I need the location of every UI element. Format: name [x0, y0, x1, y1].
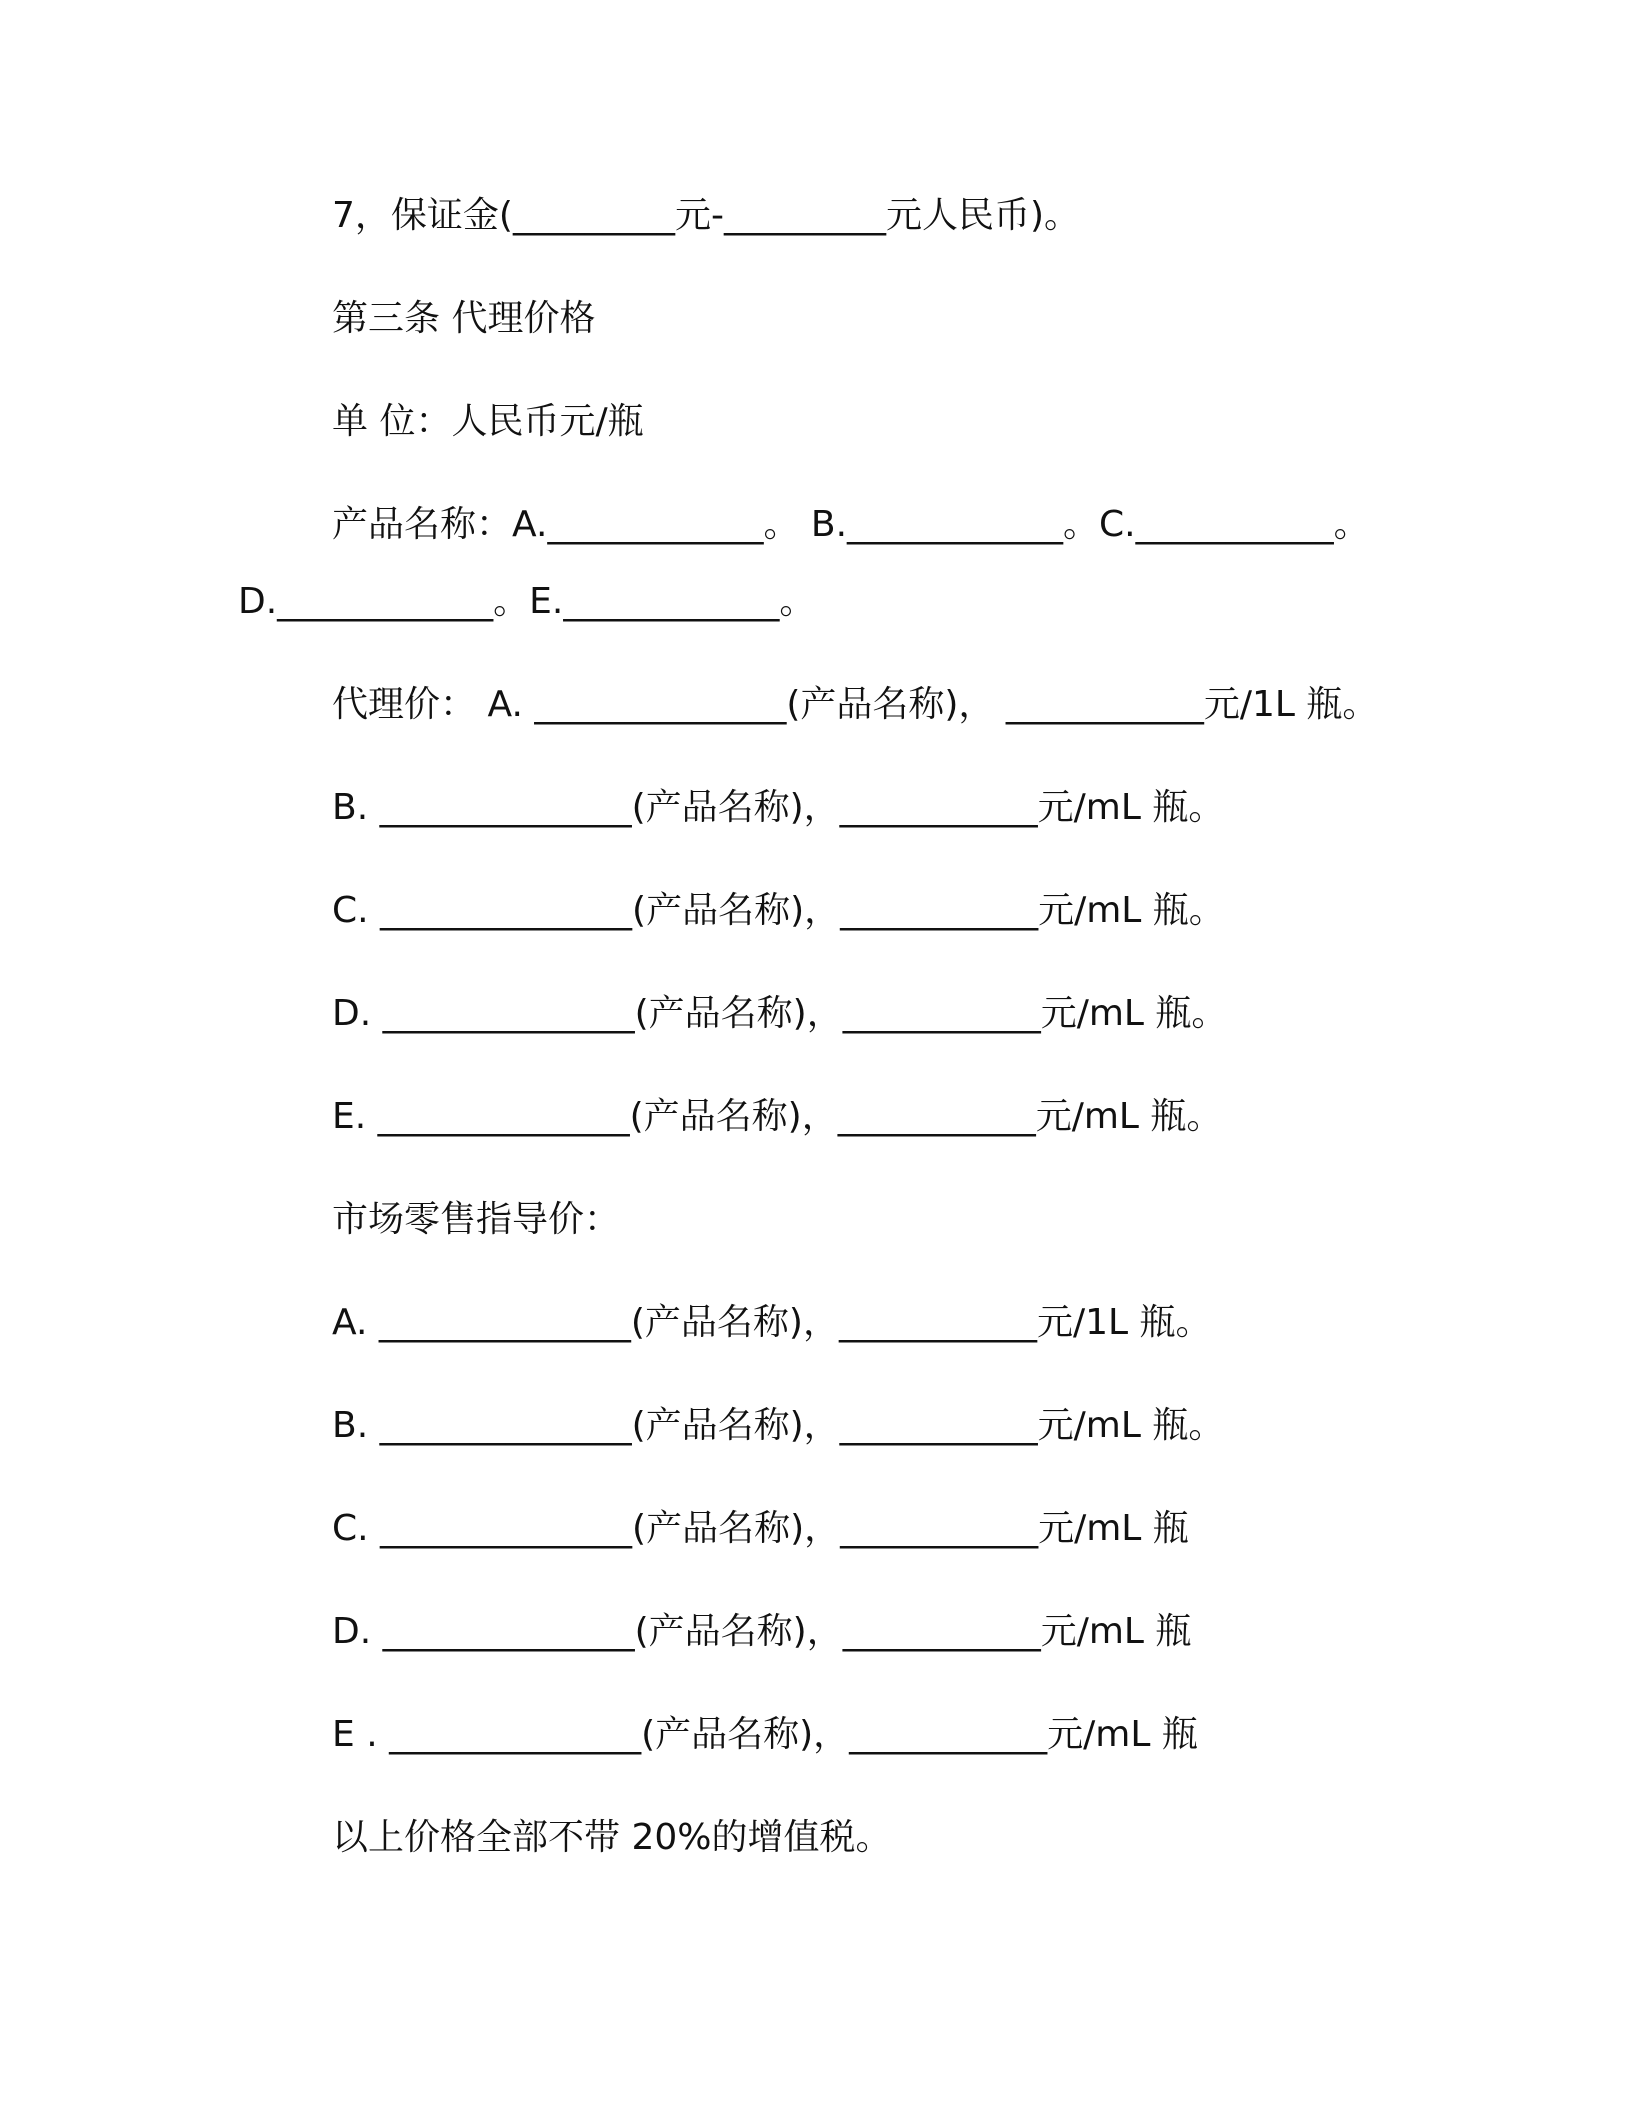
deposit-clause: 7，保证金(_________元-_________元人民币)。 — [332, 195, 1080, 236]
agency-price-line-b: B. ______________(产品名称)，___________元/mL 瓶。 — [332, 787, 1225, 828]
product-names-line-continued: D.____________。E.____________。 — [238, 581, 816, 622]
agency-price-line-a: 代理价： A. ______________(产品名称)， ___________元/1L 瓶。 — [332, 684, 1379, 725]
retail-price-line-e: E . ______________(产品名称)，___________元/mL 瓶 — [332, 1714, 1198, 1755]
tax-note: 以上价格全部不带 20%的增值税。 — [332, 1817, 892, 1858]
product-names-line: 产品名称：A.____________。 B.____________。C.___________。 — [332, 504, 1370, 545]
agency-price-line-c: C. ______________(产品名称)，___________元/mL 瓶。 — [332, 890, 1225, 931]
agency-price-line-e: E. ______________(产品名称)，___________元/mL 瓶。 — [332, 1096, 1223, 1137]
section-heading-agency-price: 第三条 代理价格 — [332, 298, 596, 339]
retail-price-line-a: A. ______________(产品名称)，___________元/1L 瓶。 — [332, 1302, 1212, 1343]
retail-price-line-b: B. ______________(产品名称)，___________元/mL 瓶。 — [332, 1405, 1225, 1446]
retail-price-line-d: D. ______________(产品名称)，___________元/mL 瓶 — [332, 1611, 1192, 1652]
retail-guide-price-heading: 市场零售指导价： — [332, 1199, 621, 1240]
unit-line: 单 位：人民币元/瓶 — [332, 401, 644, 442]
agency-price-line-d: D. ______________(产品名称)，___________元/mL 瓶。 — [332, 993, 1228, 1034]
retail-price-line-c: C. ______________(产品名称)，___________元/mL 瓶 — [332, 1508, 1189, 1549]
